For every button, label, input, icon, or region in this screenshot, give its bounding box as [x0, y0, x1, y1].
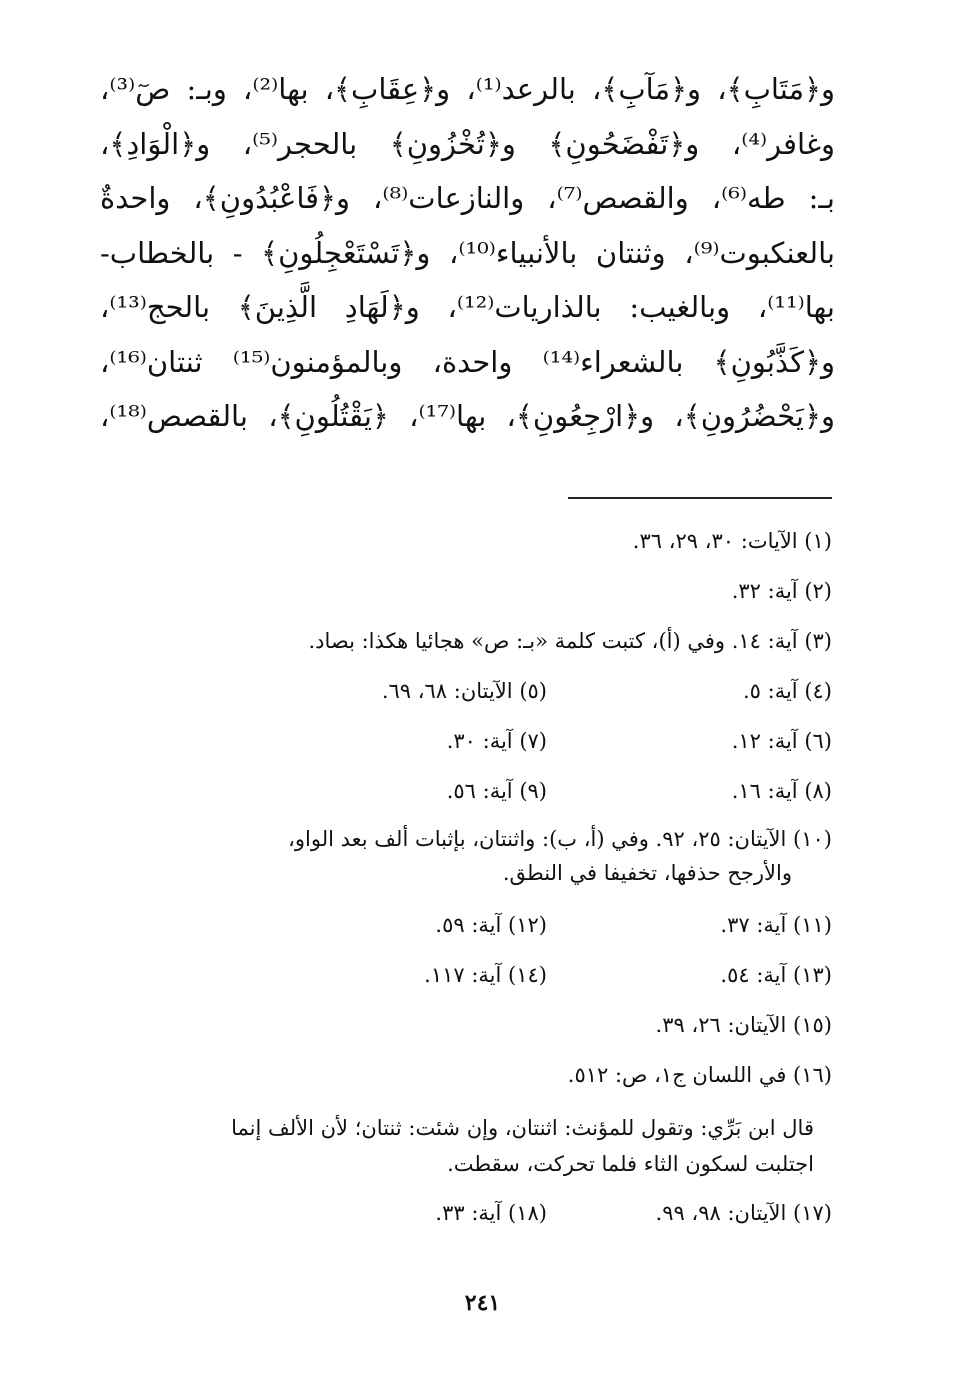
footnote-15: (١٥) الآيتان: ٢٦، ٣٩. [655, 1013, 832, 1037]
main-line-2: وغافر⁽⁴⁾، و﴿تَفْضَحُونِ﴾ و﴿تُخْزُونِ﴾ بالحجر⁽⁵⁾، و﴿الْوَادِ﴾، [100, 126, 835, 161]
footnote-row [110, 1188, 832, 1238]
footnote-row [110, 950, 832, 1000]
footnote-1: (١) الآيات: ٣٠، ٢٩، ٣٦. [632, 529, 832, 553]
footnote-row [110, 666, 832, 716]
footnote-5: (٥) الآيتان: ٦٨، ٦٩. [381, 679, 547, 703]
footnote-8: (٨) آية: ١٦. [731, 779, 832, 803]
footnote-row [110, 566, 832, 616]
main-line-4: بالعنكبوت⁽⁹⁾، وثنتان بالأنبياء⁽¹⁰⁾، و﴿تَسْتَعْجِلُونِ﴾ - بالخطاب- [100, 235, 835, 270]
footnote-10-line-2: والأرجح حذفها، تخفيفا في النطق. [502, 861, 792, 885]
footnote-17: (١٧) الآيتان: ٩٨، ٩٩. [655, 1201, 832, 1225]
footnote-13: (١٣) آية: ٥٤. [720, 963, 832, 987]
footnote-14: (١٤) آية: ١١٧. [424, 963, 547, 987]
footnote-row [110, 716, 832, 766]
footnote-3: (٣) آية: ١٤. وفي (أ)، كتبت كلمة «بـ: ص» هجائيا هكذا: بصاد. [308, 629, 832, 653]
footnote-row [110, 766, 832, 816]
footnote-12: (١٢) آية: ٥٩. [435, 913, 547, 937]
footnote-7: (٧) آية: ٣٠. [446, 729, 547, 753]
footnote-separator [568, 497, 832, 499]
footnote-10-line-1: (١٠) الآيتان: ٢٥، ٩٢. وفي (أ، ب): واثنتان، بإثبات ألف بعد الواو، [288, 827, 832, 851]
footnote-row [110, 616, 832, 666]
footnote-16: (١٦) في اللسان ج١، ص: ٥١٢. [567, 1063, 832, 1087]
footnotes [110, 516, 832, 1238]
footnote-10 [110, 816, 832, 900]
footnote-2: (٢) آية: ٣٢. [731, 579, 832, 603]
quote-line-2: اجتلبت لسكون الثاء فلما تحركت، سقطت. [447, 1152, 814, 1176]
main-line-6: و﴿كَذَّبُونِ﴾ بالشعراء⁽¹⁴⁾ واحدة، وبالمؤمنون⁽¹⁵⁾ ثنتان⁽¹⁶⁾، [100, 344, 835, 379]
footnote-9: (٩) آية: ٥٦. [446, 779, 547, 803]
footnote-row [110, 900, 832, 950]
footnote-11: (١١) آية: ٣٧. [720, 913, 832, 937]
footnote-row [110, 1000, 832, 1050]
footnote-6: (٦) آية: ١٢. [731, 729, 832, 753]
main-line-3: بـ: طه⁽⁶⁾، والقصص⁽⁷⁾، والنازعات⁽⁸⁾، و﴿فَاعْبُدُونِ﴾، واحدةٌ [100, 181, 835, 215]
footnote-16-quote [110, 1100, 832, 1188]
page-number: ٢٤١ [464, 1290, 501, 1316]
footnote-18: (١٨) آية: ٣٣. [435, 1201, 547, 1225]
footnote-4: (٤) آية: ٥. [742, 679, 832, 703]
footnote-row [110, 516, 832, 566]
main-line-5: بها⁽¹¹⁾، وبالغيب: بالذاريات⁽¹²⁾، و﴿لَهَادِ الَّذِينَ﴾ بالحج⁽¹³⁾، [100, 290, 835, 324]
footnote-row [110, 1050, 832, 1100]
main-text [100, 62, 835, 444]
main-line-1: و﴿مَتَابِ﴾، و﴿مَآبِ﴾، بالرعد⁽¹⁾، و﴿عِقَابِ﴾، بها⁽²⁾، وبـ: صٓ⁽³⁾، [100, 72, 835, 106]
quote-line-1: قال ابن بَرِّي: وتقول للمؤنث: اثنتان، وإن شئت: ثنتان؛ لأن الألف إنما [231, 1116, 814, 1140]
main-line-7: و﴿يَحْضُرُونِ﴾، و﴿ارْجِعُونِ﴾، بها⁽¹⁷⁾، ﴿يَقْتُلُونِ﴾، بالقصص⁽¹⁸⁾، [100, 399, 835, 433]
